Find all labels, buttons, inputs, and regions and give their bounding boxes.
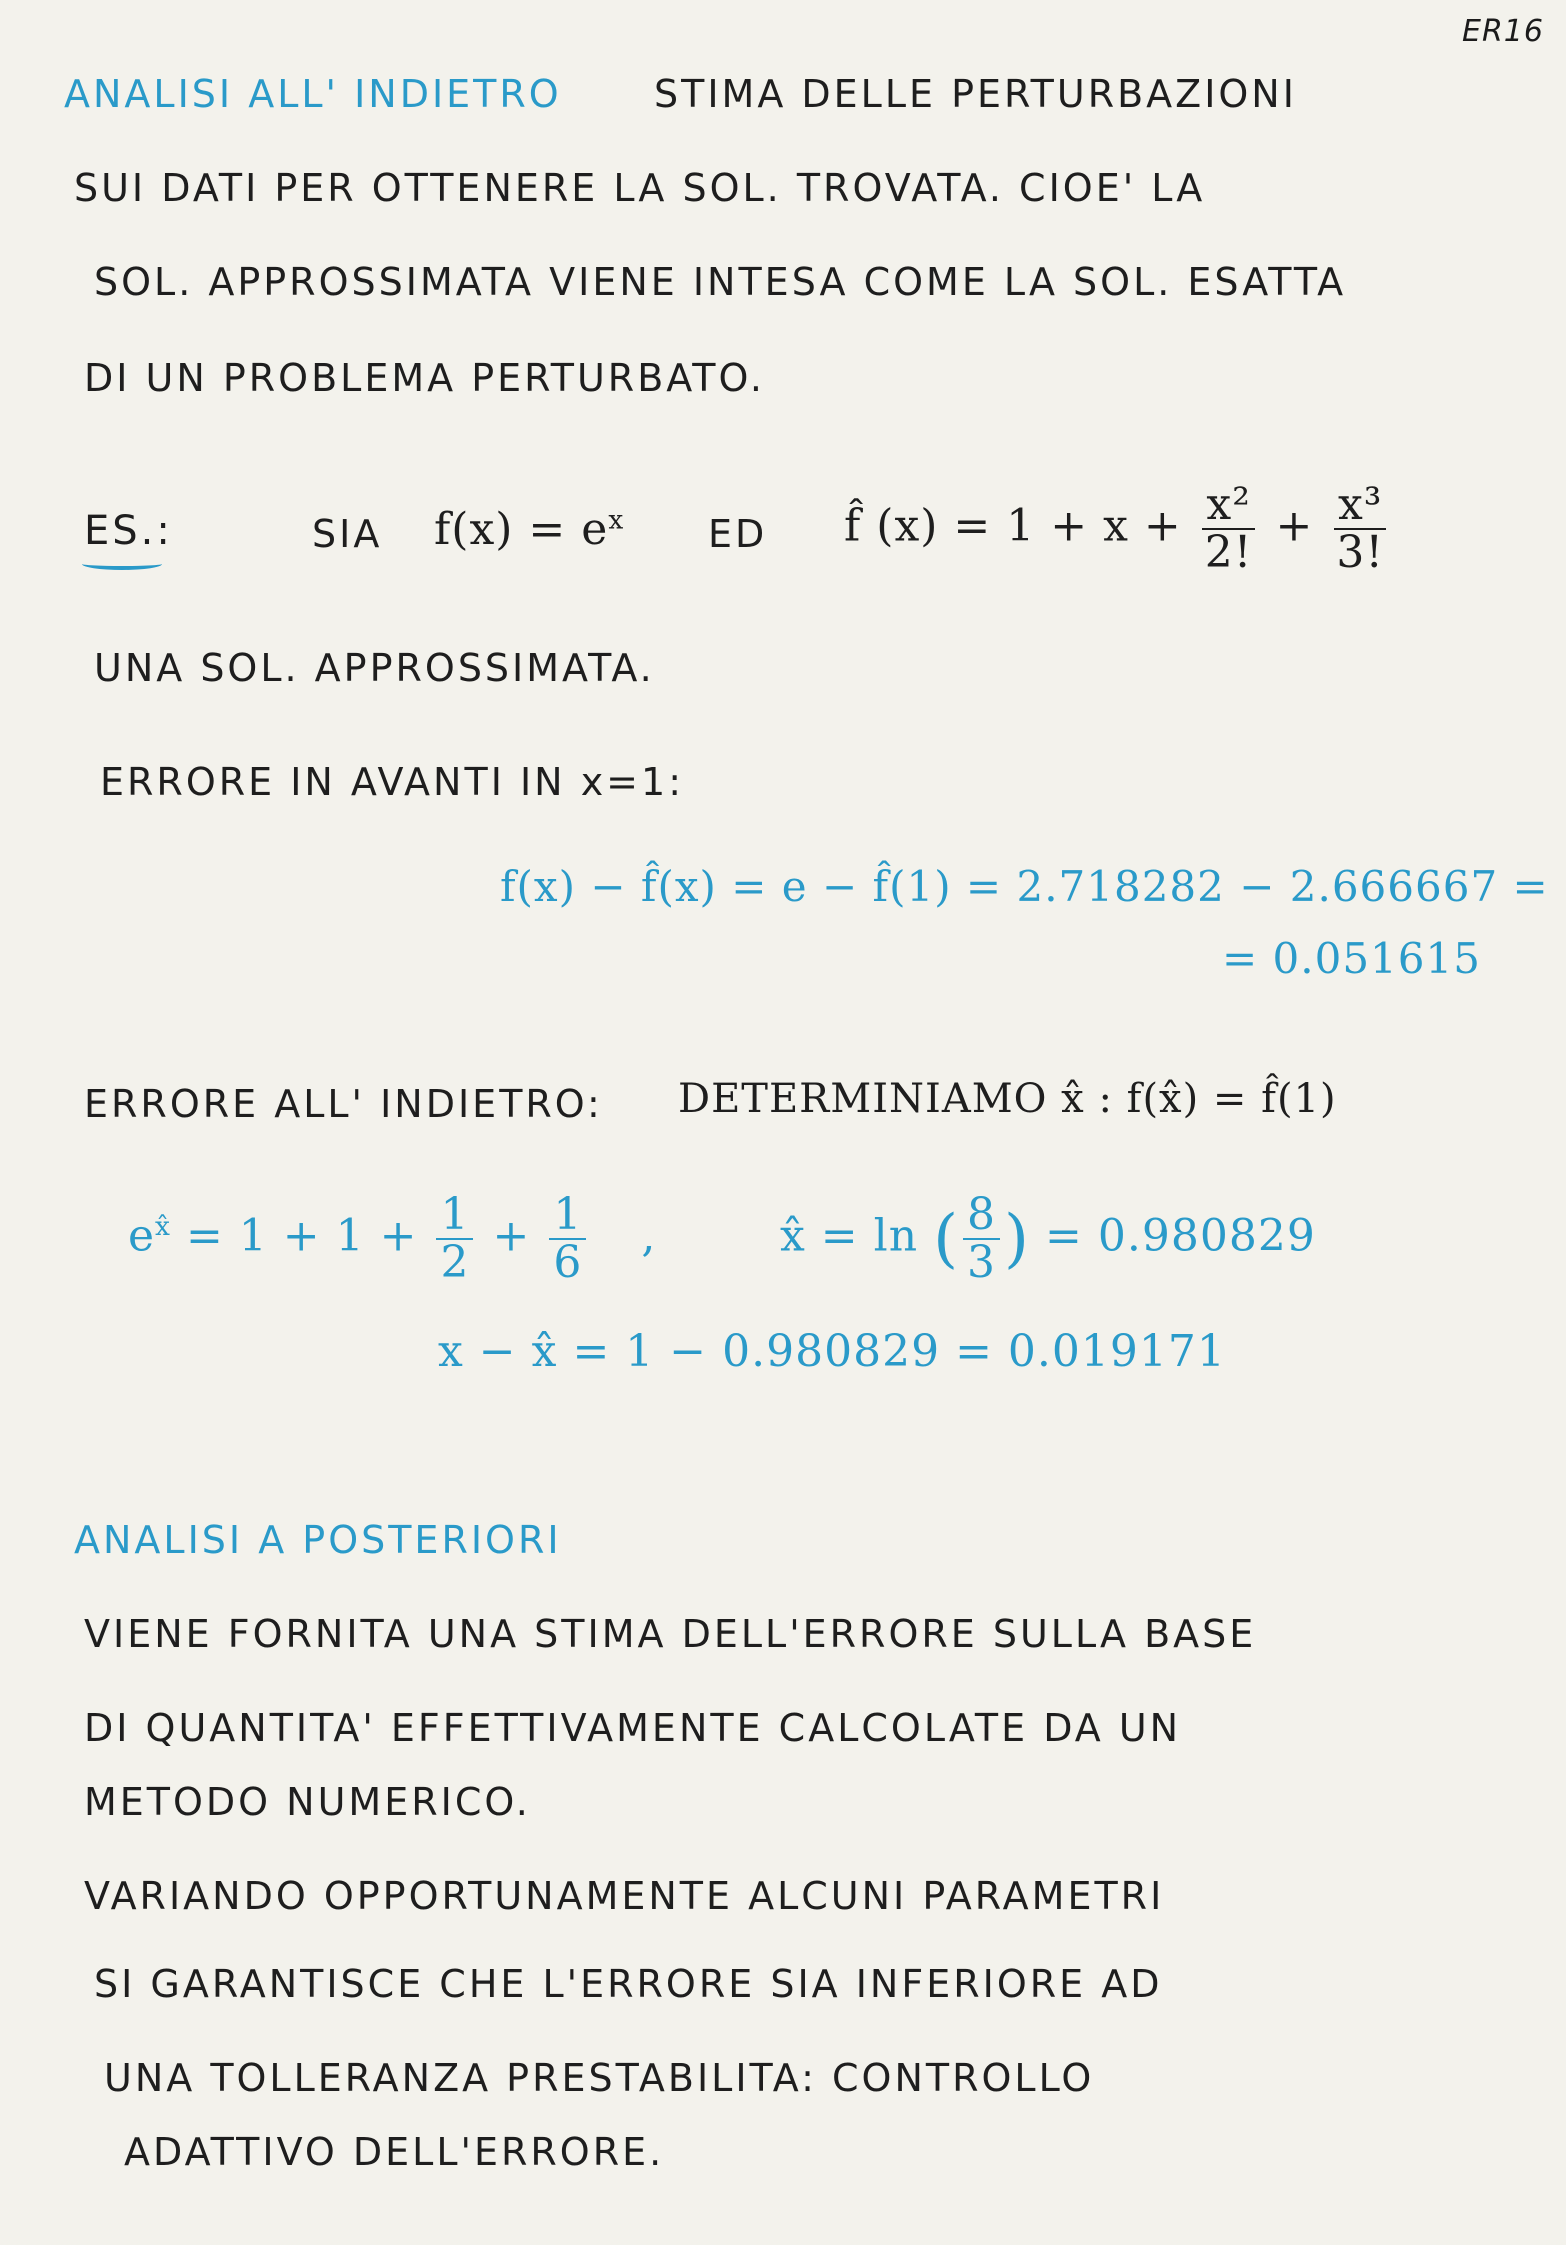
page-code: ER16	[1462, 14, 1544, 49]
fraction-denominator: 2	[440, 1237, 470, 1289]
fraction-one-sixth	[549, 1189, 586, 1289]
paren-open: (	[933, 1202, 960, 1277]
fraction-x3-over-3fact	[1332, 479, 1388, 579]
plus-sign: +	[1275, 500, 1314, 552]
approx-solution-text: UNA SOL. APPROSSIMATA.	[94, 646, 655, 690]
section2-line1: VIENE FORNITA UNA STIMA DELL'ERRORE SULLA BASE	[84, 1612, 1257, 1656]
fraction-numerator: 1	[549, 1192, 586, 1240]
fraction-numerator: x³	[1334, 482, 1386, 530]
section-title-backward-analysis: ANALISI ALL' INDIETRO	[64, 72, 562, 116]
section1-line3: SOL. APPROSSIMATA VIENE INTESA COME LA SOL. ESATTA	[94, 260, 1347, 304]
fraction-denominator: 6	[553, 1237, 583, 1289]
fraction-eight-thirds	[963, 1189, 1000, 1289]
example-sia: SIA	[312, 512, 383, 556]
section2-line5: SI GARANTISCE CHE L'ERRORE SIA INFERIORE AD	[94, 1962, 1163, 2006]
fraction-numerator: 1	[436, 1192, 473, 1240]
section2-line2: DI QUANTITA' EFFETTIVAMENTE CALCOLATE DA UN	[84, 1706, 1182, 1750]
exp-xhat-equation	[128, 1189, 657, 1289]
fraction-denominator: 2!	[1204, 527, 1253, 579]
fraction-denominator: 3!	[1336, 527, 1385, 579]
section2-line6: UNA TOLLERANZA PRESTABILITA: CONTROLLO	[104, 2056, 1095, 2100]
xhat-ln-prefix: x̂ = ln	[780, 1210, 919, 1262]
f-definition	[434, 504, 624, 555]
f-definition-text: f(x) = e	[434, 504, 609, 555]
backward-error-label: ERRORE ALL' INDIETRO:	[84, 1082, 603, 1126]
exp-rest: = 1 + 1 +	[185, 1210, 418, 1262]
fraction-denominator: 3	[967, 1237, 997, 1289]
paren-close: )	[1004, 1202, 1031, 1277]
fraction-numerator: 8	[963, 1192, 1000, 1240]
section1-line1: STIMA DELLE PERTURBAZIONI	[654, 72, 1297, 116]
example-ed: ED	[708, 512, 768, 556]
fraction-one-half	[436, 1189, 473, 1289]
backward-error-condition: DETERMINIAMO x̂ : f(x̂) = f̂(1)	[678, 1076, 1337, 1122]
fraction-x2-over-2fact	[1201, 479, 1257, 579]
xhat-ln-equation	[780, 1189, 1316, 1289]
section2-line7: ADATTIVO DELL'ERRORE.	[124, 2130, 665, 2174]
f-definition-exponent: x	[608, 504, 625, 536]
forward-error-result: = 0.051615	[1222, 934, 1481, 983]
exp-exponent: x̂	[155, 1211, 171, 1243]
section-title-a-posteriori: ANALISI A POSTERIORI	[74, 1518, 562, 1562]
example-underline	[82, 558, 162, 570]
forward-error-label: ERRORE IN AVANTI IN x=1:	[100, 760, 684, 804]
xhat-result: = 0.980829	[1045, 1210, 1316, 1262]
fhat-definition-prefix: f̂ (x) = 1 + x +	[844, 500, 1182, 552]
section2-line3: METODO NUMERICO.	[84, 1780, 531, 1824]
section1-line4: DI UN PROBLEMA PERTURBATO.	[84, 356, 765, 400]
fhat-definition	[844, 479, 1392, 579]
plus-sign: +	[492, 1210, 531, 1262]
example-label: ES.:	[84, 508, 173, 554]
section1-line2: SUI DATI PER OTTENERE LA SOL. TROVATA. CIOE' LA	[74, 166, 1206, 210]
separator-comma: ,	[641, 1210, 657, 1262]
exp-base: e	[128, 1210, 156, 1262]
difference-equation: x − x̂ = 1 − 0.980829 = 0.019171	[438, 1326, 1226, 1377]
forward-error-equation: f(x) − f̂(x) = e − f̂(1) = 2.718282 − 2.666667 =	[500, 862, 1549, 911]
fraction-numerator: x²	[1202, 482, 1254, 530]
section2-line4: VARIANDO OPPORTUNAMENTE ALCUNI PARAMETRI	[84, 1874, 1165, 1918]
